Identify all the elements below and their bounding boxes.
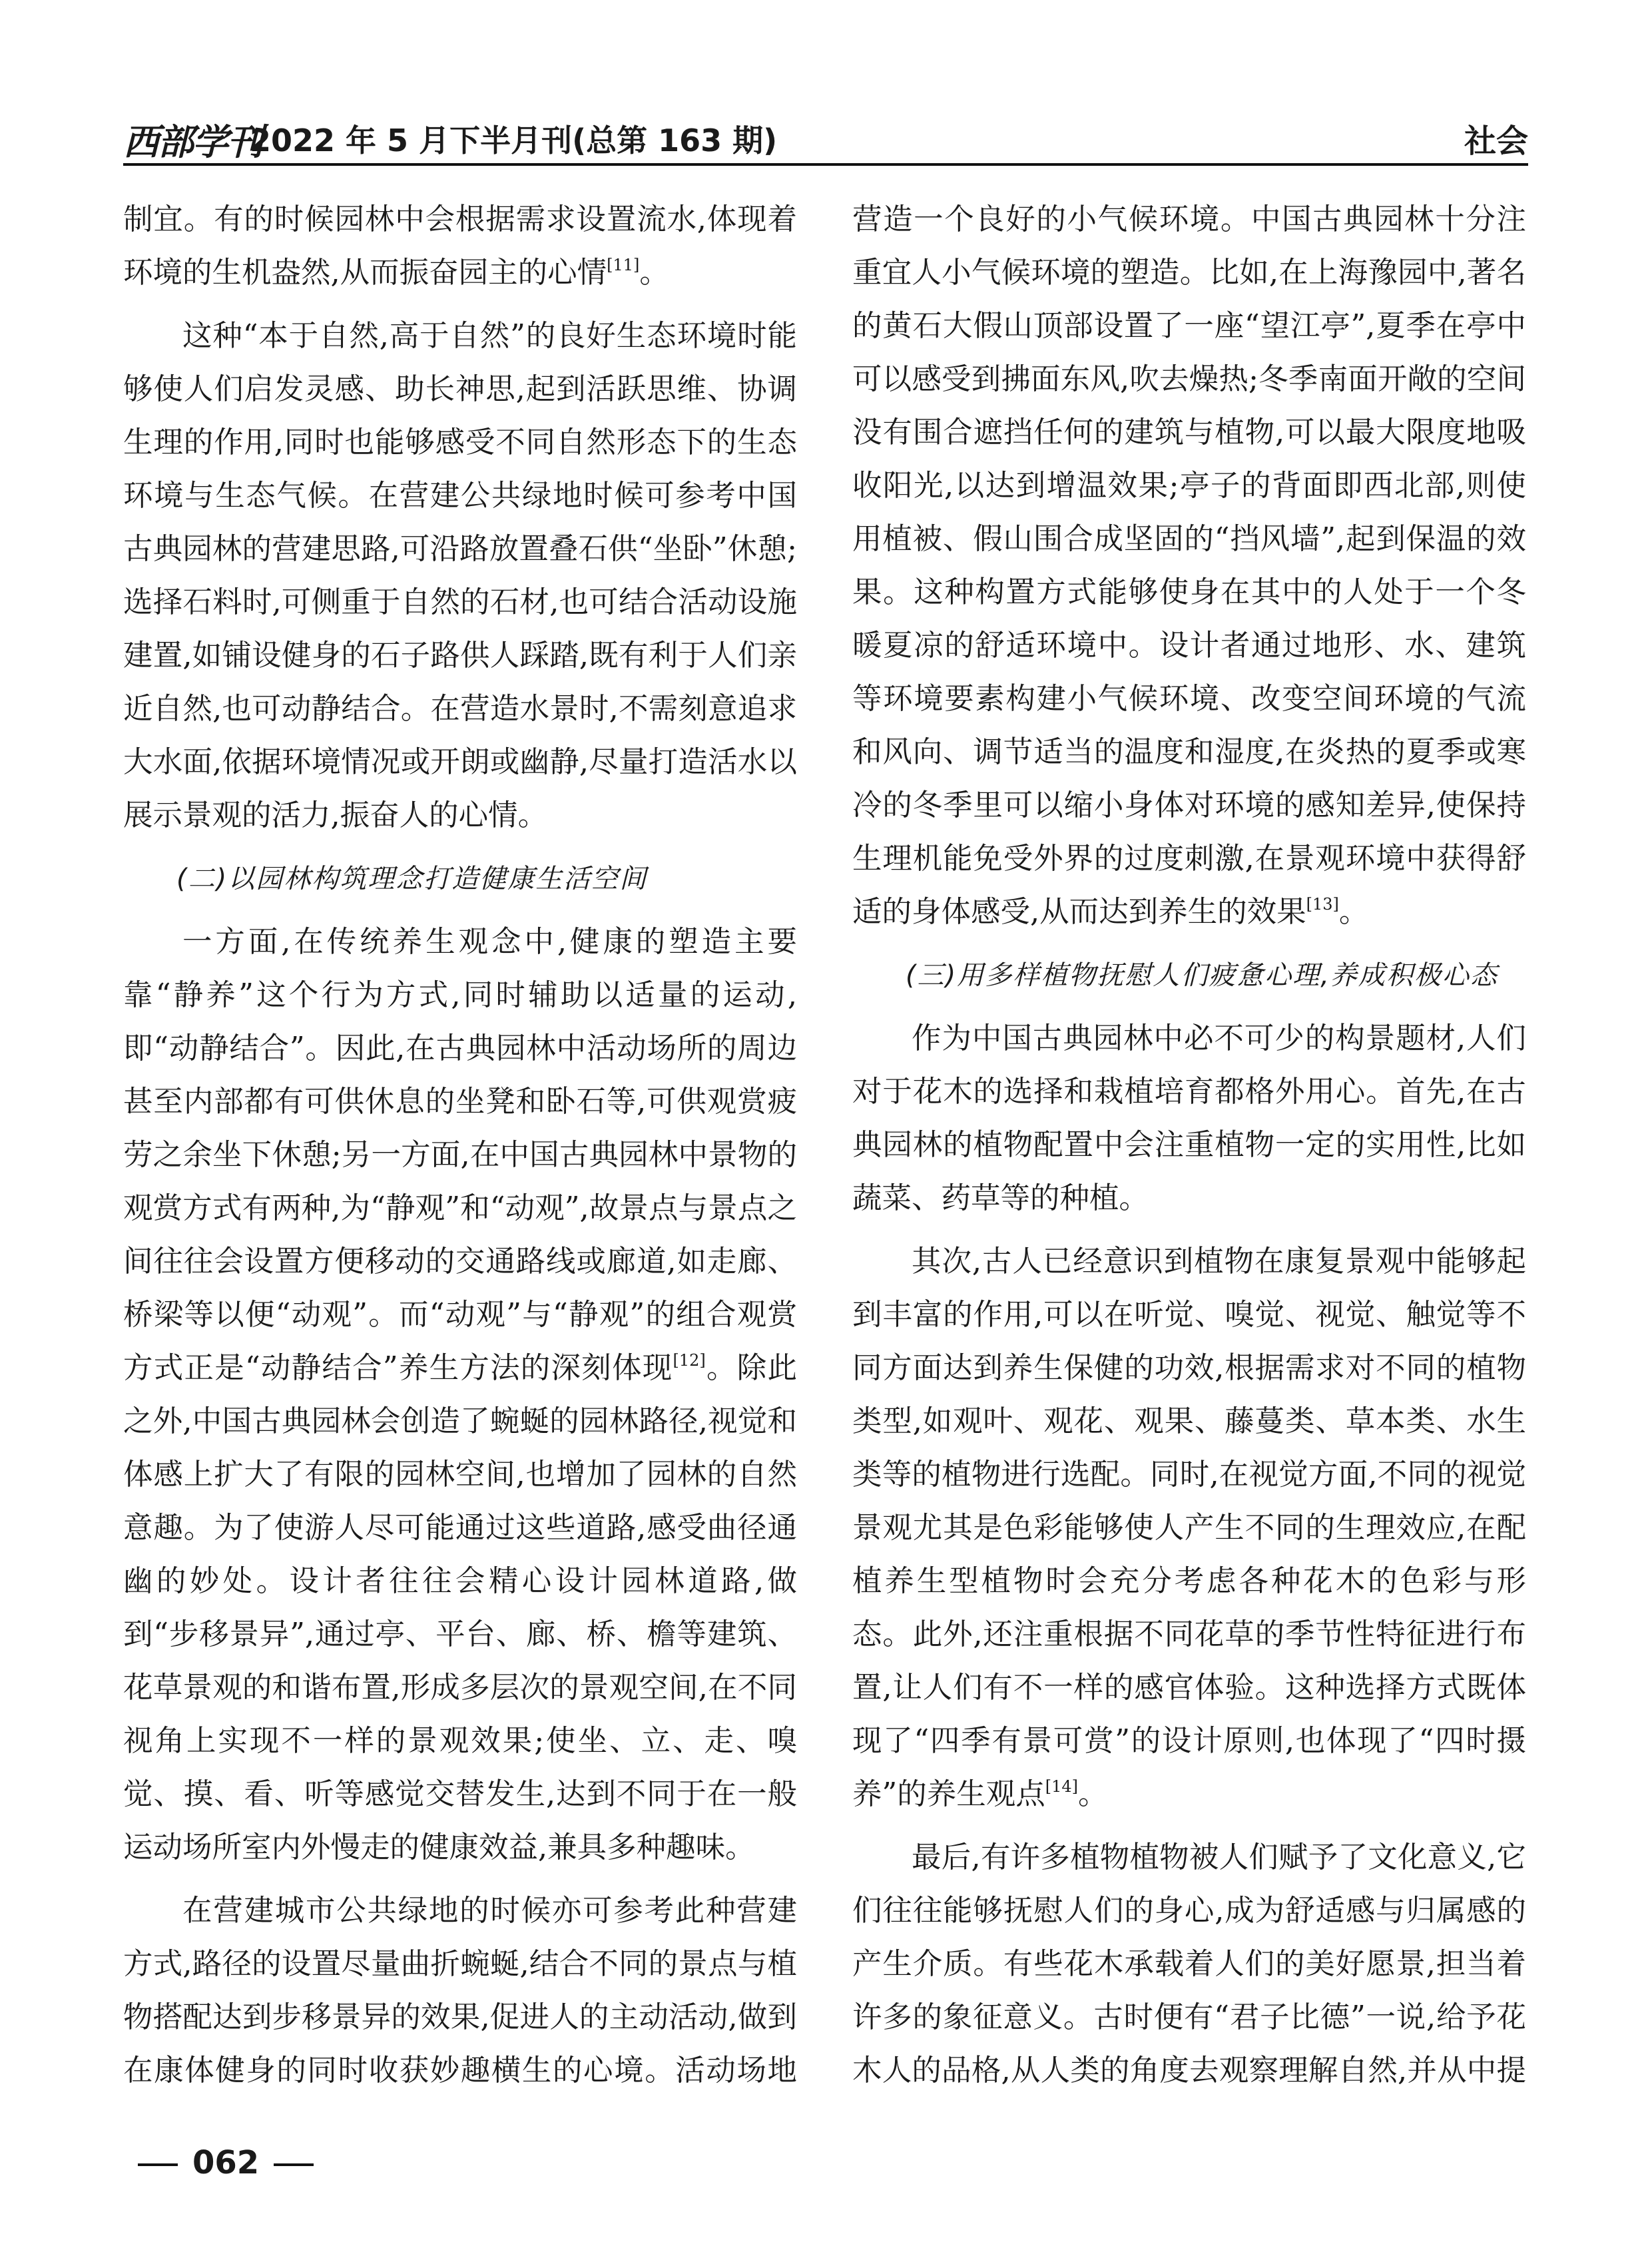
issue-info: 2022 年 5 月下半月刊(总第 163 期) bbox=[250, 123, 778, 158]
right-column bbox=[852, 193, 1526, 2098]
page-header bbox=[123, 110, 1528, 166]
page-footer bbox=[123, 2144, 328, 2181]
citation[interactable]: [12] bbox=[673, 1351, 706, 1370]
paragraph: 一方面,在传统养生观念中,健康的塑造主要靠“静养”这个行为方式,同时辅助以适量的运动,即“动静结合”。因此,在古典园林中活动场所的周边甚至内部都有可供休息的坐凳和卧石等,可供观赏疲劳之余坐下休憩;另一方面,在中国古典园林中景物的观赏方式有两种,为“静观”和“动观”,故景点与景点之间往往会设置方便移动的交通路线或廊道,如走廊、桥梁等以便“动观”。而“动观”与“静观”的组合观赏方式正是“动静结合”养生方法的深刻体现[12]。除此之外,中国古典园林会创造了蜿蜒的园林路径,视觉和体感上扩大了有限的园林空间,也增加了园林的自然意趣。为了使游人尽可能通过这些道路,感受曲径通幽的妙处。设计者往往会精心设计园林道路,做到“步移景异”,通过亭、平台、廊、桥、檐等建筑、花草景观的和谐布置,形成多层次的景观空间,在不同视角上实现不一样的景观效果;使坐、立、走、嗅觉、摸、看、听等感觉交替发生,达到不同于在一般运动场所室内外慢走的健康效益,兼具多种趣味。 bbox=[123, 925, 797, 1864]
paragraph: 最后,有许多植物植物被人们赋予了文化意义,它们往往能够抚慰人们的身心,成为舒适感与归属感的产生介质。有些花木承载着人们的美好愿景,担当着许多的象征意义。古时便有“君子比德”一说,给予花木人的品格,从人类的角度去观察理解自然,并从中提 bbox=[852, 1840, 1526, 2088]
section-name: 社会 bbox=[1464, 123, 1528, 160]
page-number: 062 bbox=[192, 2144, 260, 2181]
citation[interactable]: [11] bbox=[607, 256, 640, 274]
journal-logo: 西部学刊 bbox=[123, 121, 262, 163]
citation[interactable]: [14] bbox=[1045, 1777, 1079, 1796]
paragraph: 制宜。有的时候园林中会根据需求设置流水,体现着环境的生机盎然,从而振奋园主的心情[11]。 bbox=[123, 202, 797, 290]
left-column bbox=[123, 193, 797, 2098]
paragraph: 作为中国古典园林中必不可少的构景题材,人们对于花木的选择和栽植培育都格外用心。首先,在古典园林的植物配置中会注重植物一定的实用性,比如蔬菜、药草等的种植。 bbox=[852, 1021, 1526, 1215]
paragraph: 这种“本于自然,高于自然”的良好生态环境时能够使人们启发灵感、助长神思,起到活跃思维、协调生理的作用,同时也能够感受不同自然形态下的生态环境与生态气候。在营建公共绿地时候可参考中国古典园林的营建思路,可沿路放置叠石供“坐卧”休憩;选择石料时,可侧重于自然的石材,也可结合活动设施建置,如铺设健身的石子路供人踩踏,既有利于人们亲近自然,也可动静结合。在营造水景时,不需刻意追求大水面,依据环境情况或开朗或幽静,尽量打造活水以展示景观的活力,振奋人的心情。 bbox=[123, 319, 797, 832]
section-heading: (三)用多样植物抚慰人们疲惫心理,养成积极心态 bbox=[906, 960, 1498, 991]
footer-dash-right bbox=[274, 2163, 314, 2166]
footer-dash-left bbox=[138, 2163, 178, 2166]
section-heading: (二)以园林构筑理念打造健康生活空间 bbox=[176, 864, 648, 894]
paragraph: 在营建城市公共绿地的时候亦可参考此种营建方式,路径的设置尽量曲折蜿蜒,结合不同的景点与植物搭配达到步移景异的效果,促进人的主动活动,做到在康体健身的同时收获妙趣横生的心境。活动场地 bbox=[123, 1894, 797, 2088]
paragraph: 其次,古人已经意识到植物在康复景观中能够起到丰富的作用,可以在听觉、嗅觉、视觉、触觉等不同方面达到养生保健的功效,根据需求对不同的植物类型,如观叶、观花、观果、藤蔓类、草本类、水生类等的植物进行选配。同时,在视觉方面,不同的视觉景观尤其是色彩能够使人产生不同的生理效应,在配植养生型植物时会充分考虑各种花木的色彩与形态。此外,还注重根据不同花草的季节性特征进行布置,让人们有不一样的感官体验。这种选择方式既体现了“四季有景可赏”的设计原则,也体现了“四时摄养”的养生观点[14]。 bbox=[852, 1245, 1526, 1811]
paragraph: 营造一个良好的小气候环境。中国古典园林十分注重宜人小气候环境的塑造。比如,在上海豫园中,著名的黄石大假山顶部设置了一座“望江亭”,夏季在亭中可以感受到拂面东风,吹去燥热;冬季南面开敞的空间没有围合遮挡任何的建筑与植物,可以最大限度地吸收阳光,以达到增温效果;亭子的背面即西北部,则使用植被、假山围合成坚固的“挡风墙”,起到保温的效果。这种构置方式能够使身在其中的人处于一个冬暖夏凉的舒适环境中。设计者通过地形、水、建筑等环境要素构建小气候环境、改变空间环境的气流和风向、调节适当的温度和湿度,在炎热的夏季或寒冷的冬季里可以缩小身体对环境的感知差异,使保持生理机能免受外界的过度刺激,在景观环境中获得舒适的身体感受,从而达到养生的效果[13]。 bbox=[852, 202, 1526, 929]
citation[interactable]: [13] bbox=[1306, 895, 1339, 914]
